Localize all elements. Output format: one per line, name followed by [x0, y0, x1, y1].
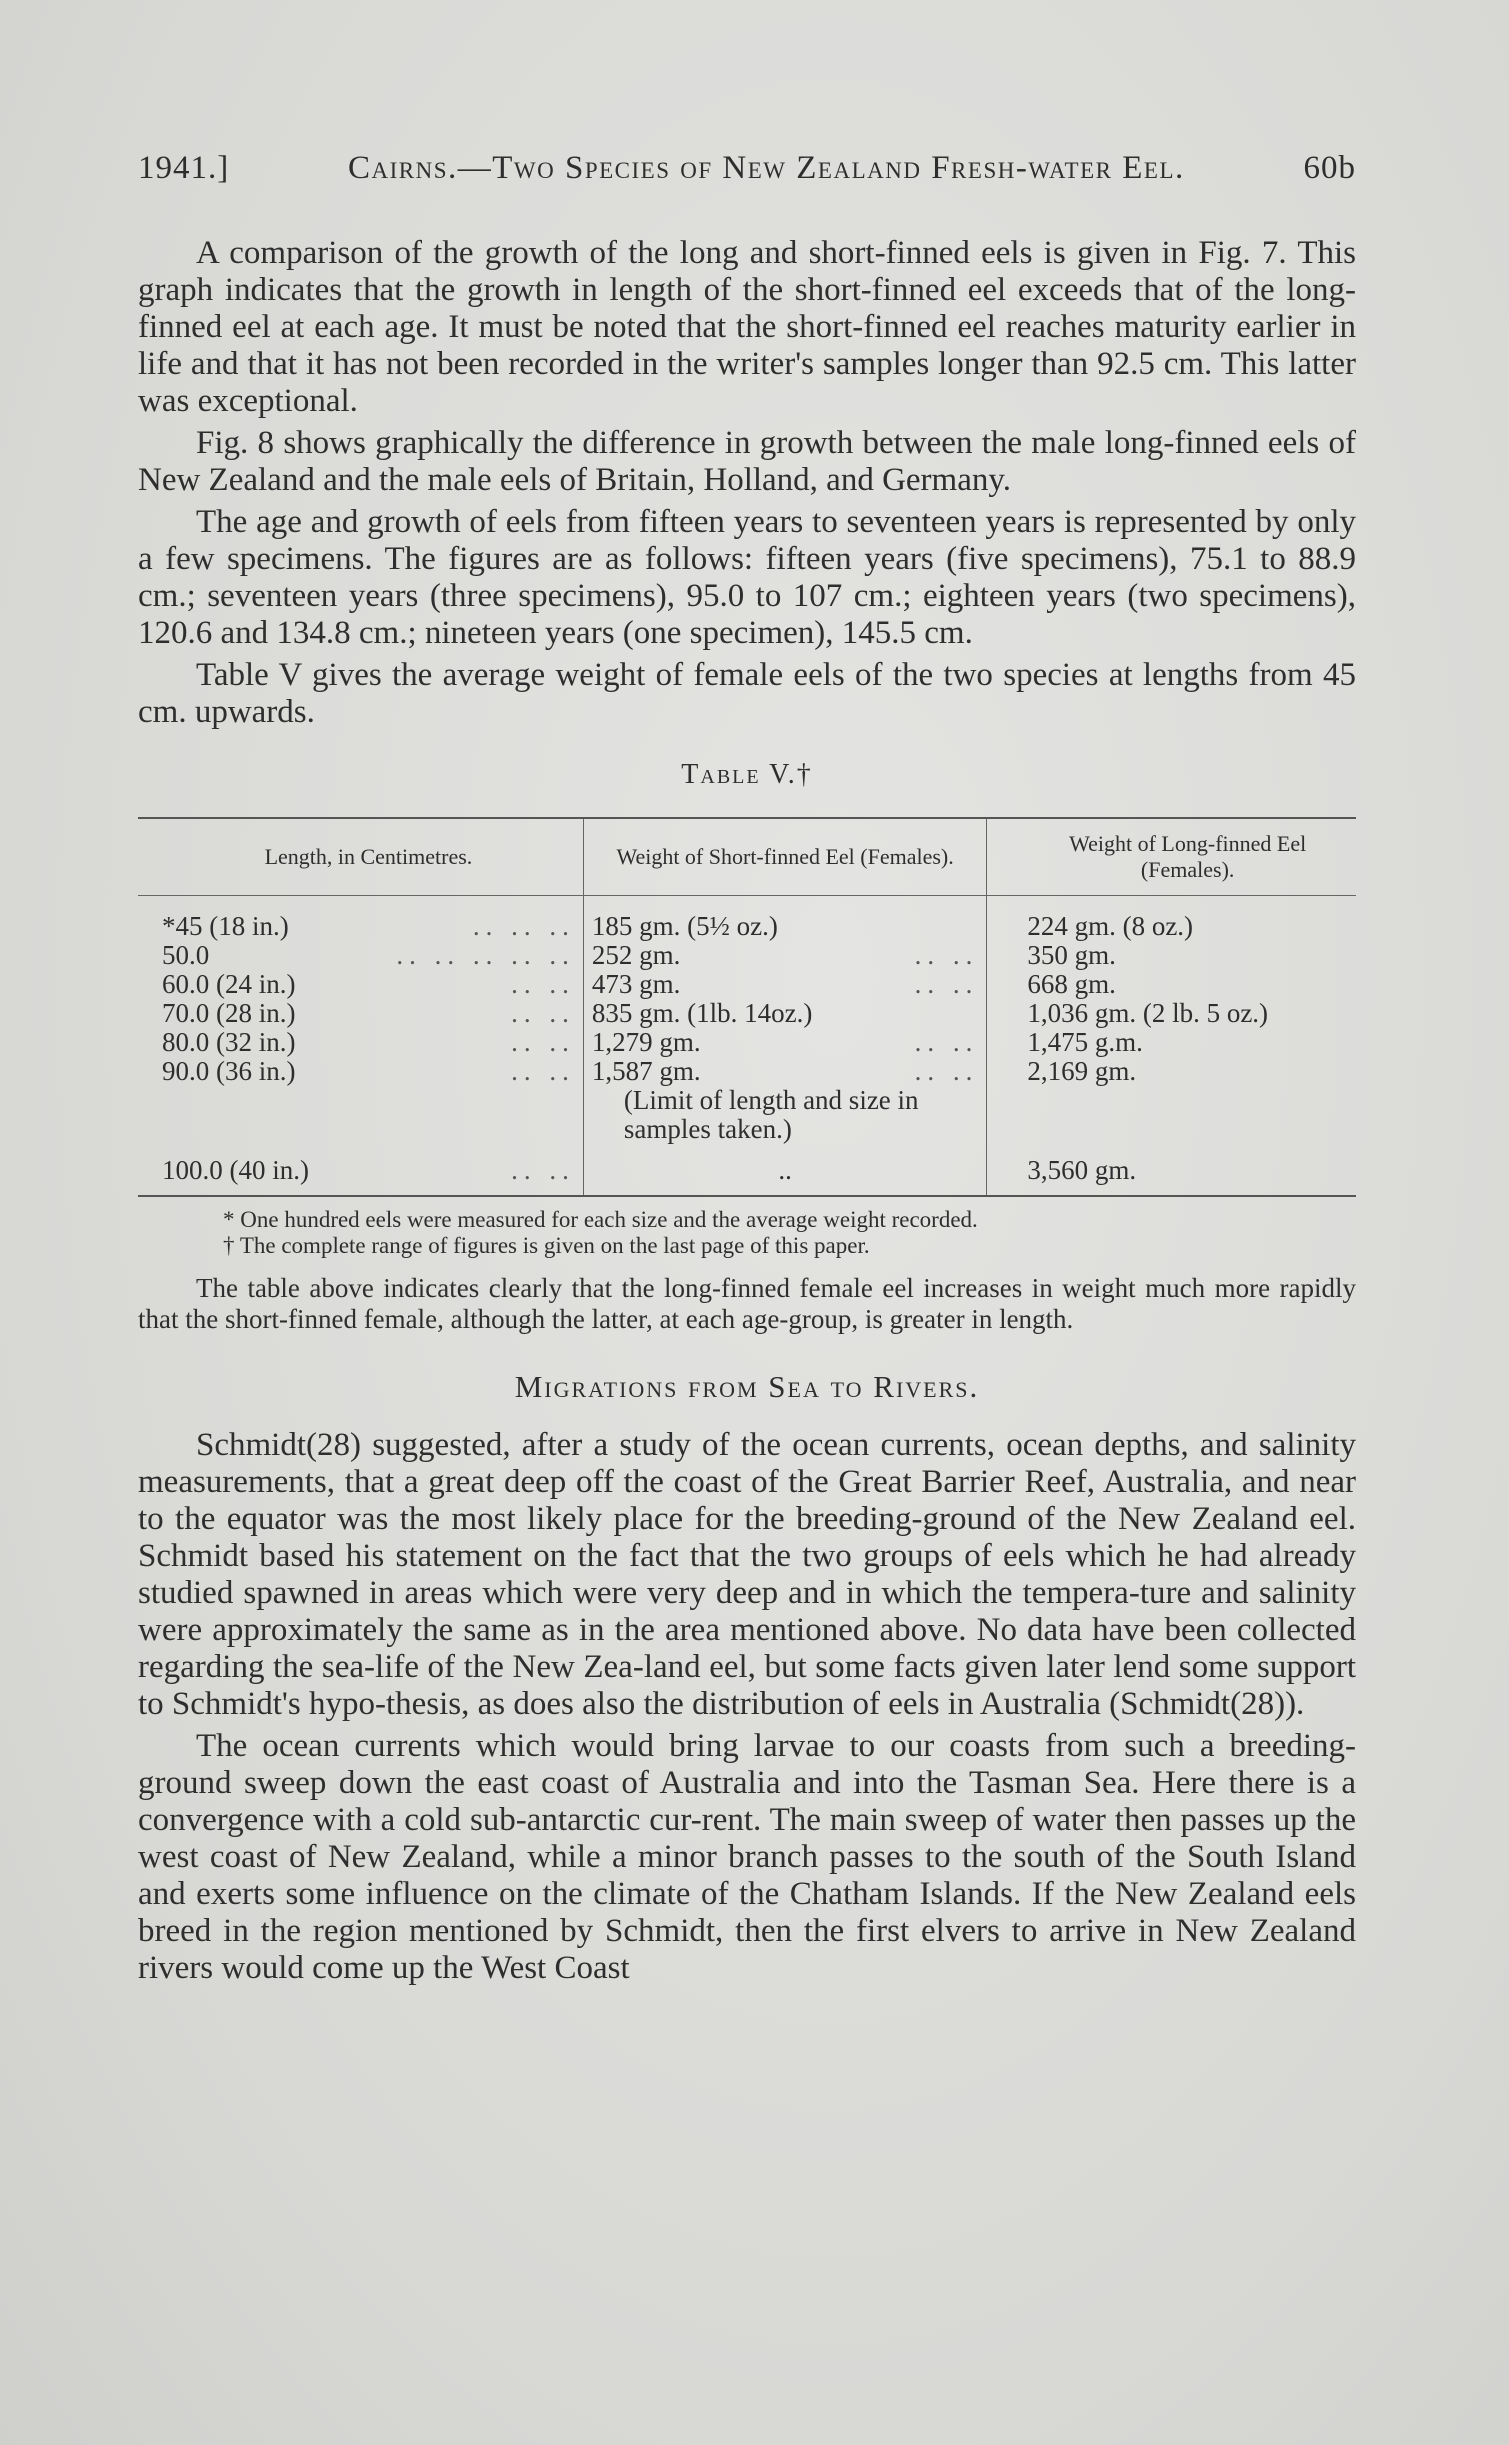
intro-paragraphs: [138, 235, 1356, 731]
header-length: Length, in Centimetres.: [138, 818, 583, 896]
cell-long: 224 gm. (8 oz.): [987, 896, 1356, 942]
cell-length: 50.0 .. .. .. .. ..: [162, 940, 575, 970]
table-title: Table V.†: [681, 759, 813, 790]
cell-long: 1,475 g.m.: [987, 1028, 1356, 1057]
cell-long: 668 gm.: [987, 970, 1356, 999]
cell-long: 3,560 gm.: [987, 1144, 1356, 1196]
cell-length: [138, 1086, 583, 1144]
footnote: * One hundred eels were measured for each size and the average weight recorded.: [223, 1207, 978, 1232]
header-year: 1941.]: [138, 150, 230, 186]
paragraph: Schmidt(28) suggested, after a study of the ocean currents, ocean depths, and salinity measurements, that a great deep off the coast of the Great Barrier Reef, Australia, and near to the equator was the most likely place for the breeding-ground of the New Zealand eel. Schmidt based his statement on the fact that the two groups of eels which he had already studied spawned in areas which were very deep and in which the tempera-ture and salinity were approximately the same as in the area mentioned above. No data have been collected regarding the sea-life of the New Zea-land eel, but some facts given later lend some support to Schmidt's hypo-thesis, as does also the distribution of eels in Australia (Schmidt(28)).: [138, 1427, 1356, 1722]
table-row: [138, 896, 1356, 942]
table-row: [138, 1086, 1356, 1144]
cell-length: *45 (18 in.) .. .. ..: [162, 911, 575, 941]
cell-long: 1,036 gm. (2 lb. 5 oz.): [987, 999, 1356, 1028]
cell-length: 100.0 (40 in.) .. ..: [138, 1144, 583, 1196]
header-title: Cairns.—Two Species of New Zealand Fresh-water Eel.: [347, 150, 1185, 186]
table-commentary: The table above indicates clearly that the long-finned female eel increases in weight much more rapidly that the short-finned female, although the latter, at each age-group, is greater in length.: [138, 1273, 1356, 1334]
paragraph: A comparison of the growth of the long and short-finned eels is given in Fig. 7. This graph indicates that the growth in length of the short-finned eel exceeds that of the long-finned eel at each age. It must be noted that the short-finned eel reaches maturity earlier in life and that it has not been recorded in the writer's samples longer than 92.5 cm. This latter was exceptional.: [138, 235, 1356, 419]
cell-short: 252 gm. .. ..: [583, 941, 986, 970]
table-row: [138, 1144, 1356, 1196]
table-row: [138, 1028, 1356, 1057]
cell-short-note: (Limit of length and size in samples taken.): [583, 1086, 986, 1144]
cell-length: 90.0 (36 in.) .. ..: [162, 1056, 575, 1086]
table-header-row: [138, 818, 1356, 896]
cell-long: 350 gm.: [987, 941, 1356, 970]
migration-paragraphs: [138, 1427, 1356, 1987]
cell-short: ..: [583, 1144, 986, 1196]
running-header: [138, 150, 1356, 187]
cell-length: 80.0 (32 in.) .. ..: [162, 1027, 575, 1057]
cell-short: 835 gm. (1lb. 14oz.): [583, 999, 986, 1028]
cell-short: 1,279 gm. .. ..: [583, 1028, 986, 1057]
header-page-number: 60b: [1303, 150, 1356, 186]
cell-short: 1,587 gm. .. ..: [583, 1057, 986, 1086]
cell-length: 60.0 (24 in.) .. ..: [162, 969, 575, 999]
table-footnotes: [223, 1207, 1356, 1259]
footnote: † The complete range of figures is given on the last page of this paper.: [223, 1233, 870, 1258]
table-row: [138, 999, 1356, 1028]
cell-long: 2,169 gm.: [987, 1057, 1356, 1086]
cell-long: [987, 1086, 1356, 1144]
table-row: [138, 1057, 1356, 1086]
weight-table: [138, 817, 1356, 1197]
paragraph: The ocean currents which would bring larvae to our coasts from such a breeding-ground sweep down the east coast of Australia and into the Tasman Sea. Here there is a convergence with a cold sub-antarctic cur-rent. The main sweep of water then passes up the west coast of New Zealand, while a minor branch passes to the south of the South Island and exerts some influence on the climate of the Chatham Islands. If the New Zealand eels breed in the region mentioned by Schmidt, then the first elvers to arrive in New Zealand rivers would come up the West Coast: [138, 1728, 1356, 1986]
table-row: [138, 970, 1356, 999]
header-long-finned: Weight of Long-finned Eel (Females).: [987, 818, 1356, 896]
section-heading: Migrations from Sea to Rivers.: [514, 1369, 980, 1404]
page-content: [138, 150, 1356, 1992]
cell-short: 185 gm. (5½ oz.): [583, 896, 986, 942]
paragraph: The age and growth of eels from fifteen years to seventeen years is represented by only a few specimens. The figures are as follows: fifteen years (five specimens), 75.1 to 88.9 cm.; seventeen years (three specimens), 95.0 to 107 cm.; eighteen years (two specimens), 120.6 and 134.8 cm.; nineteen years (one specimen), 145.5 cm.: [138, 504, 1356, 651]
cell-length: 70.0 (28 in.) .. ..: [162, 998, 575, 1028]
cell-short: 473 gm. .. ..: [583, 970, 986, 999]
paragraph: Fig. 8 shows graphically the difference in growth between the male long-finned eels of New Zealand and the male eels of Britain, Holland, and Germany.: [138, 425, 1356, 498]
header-short-finned: Weight of Short-finned Eel (Females).: [583, 818, 986, 896]
table-row: [138, 941, 1356, 970]
paragraph: Table V gives the average weight of female eels of the two species at lengths from 45 cm. upwards.: [138, 657, 1356, 730]
